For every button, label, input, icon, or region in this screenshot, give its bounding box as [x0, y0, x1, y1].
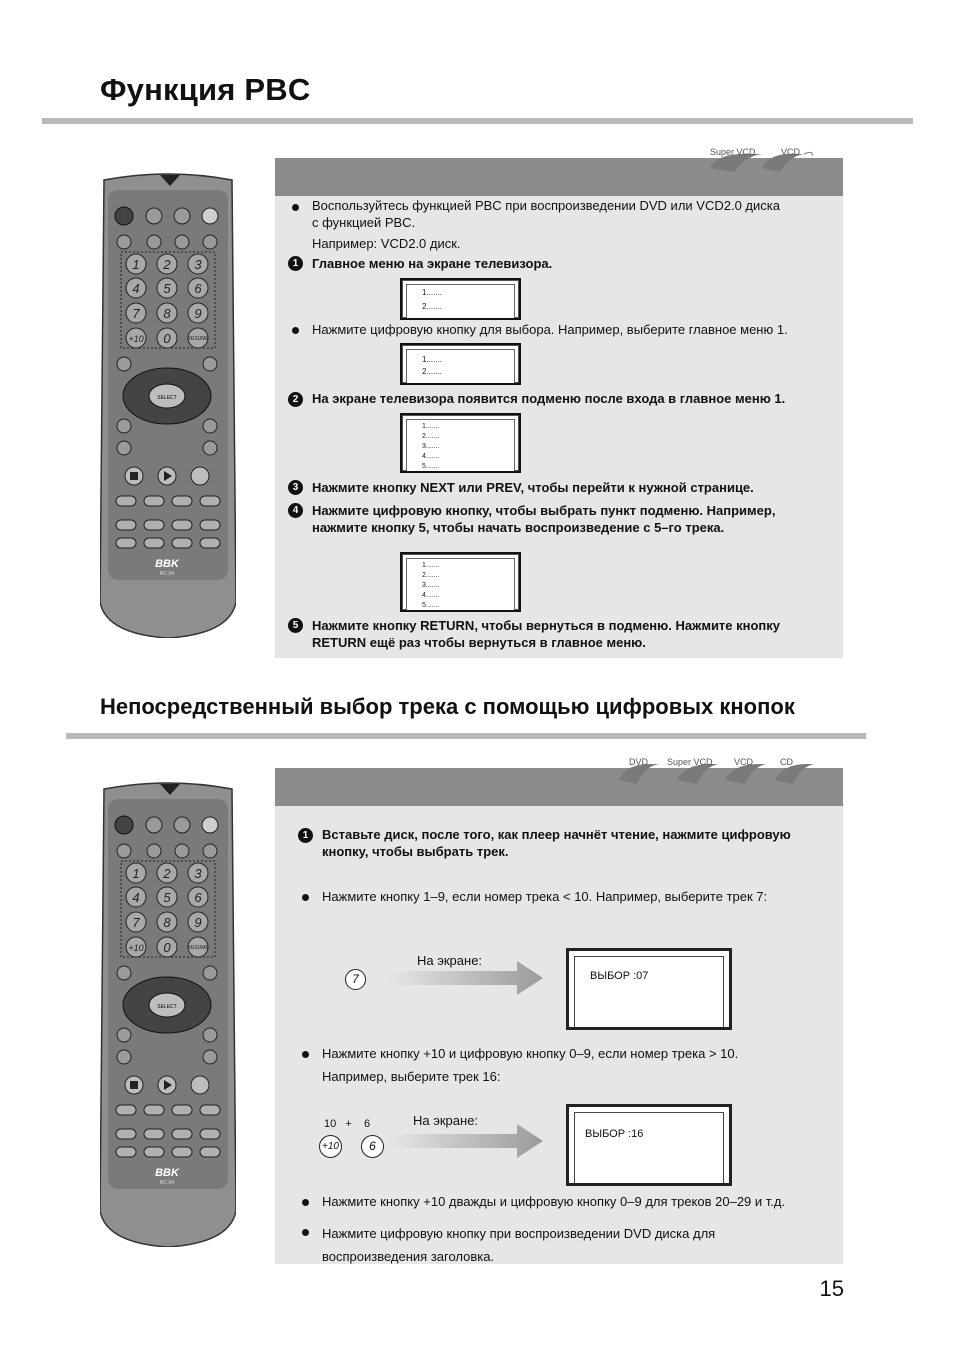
digit-7-key: 7 — [345, 969, 366, 990]
svg-text:3: 3 — [194, 866, 202, 881]
tv-screen-sub-2: 1....... 2....... 3....... 4....... 5....... — [400, 552, 521, 612]
svg-text:7: 7 — [132, 306, 140, 321]
svg-text:RC-04: RC-04 — [159, 1180, 175, 1186]
svg-text:BBK: BBK — [155, 1167, 179, 1179]
section1-title: Функция PBC — [100, 72, 311, 107]
section1-panel — [275, 158, 843, 658]
svg-text:RESUME: RESUME — [187, 336, 209, 342]
bullet-icon — [302, 894, 309, 901]
title-rule — [42, 118, 913, 124]
s2-note4: Нажмите цифровую кнопку при воспроизведении DVD диска для воспроизведения заголовка. — [322, 1226, 716, 1264]
format-super-vcd: Super VCD — [667, 757, 713, 767]
svg-text:RC-04: RC-04 — [159, 571, 175, 577]
section2-title: Непосредственный выбор трека с помощью цифровых кнопок — [100, 694, 795, 719]
format-cd: CD — [780, 757, 793, 767]
step-2-icon: 2 — [288, 392, 303, 407]
format-super-vcd: Super VCD — [710, 147, 756, 157]
step-1-icon: 1 — [298, 828, 313, 843]
s2-note3: Нажмите кнопку +10 дважды и цифровую кнопку 0–9 для треков 20–29 и т.д. — [322, 1194, 786, 1209]
svg-text:9: 9 — [194, 306, 202, 321]
tv-screen-main-selected: 1....... 2....... — [400, 343, 521, 385]
screen-text-07: ВЫБОР :07 — [590, 970, 649, 982]
plus10-key: +10 — [319, 1135, 342, 1158]
tv-screen-select-07 — [566, 948, 732, 1030]
svg-text:3: 3 — [194, 257, 202, 272]
step-5-icon: 5 — [288, 618, 303, 633]
svg-text:+10: +10 — [128, 943, 144, 953]
screen-text-16: ВЫБОР :16 — [585, 1128, 644, 1140]
svg-text:0: 0 — [163, 331, 171, 346]
s1-step5: Нажмите кнопку RETURN, чтобы вернуться в подменю. Нажмите кнопку RETURN ещё раз чтобы вернуться в главное меню. — [312, 618, 781, 650]
svg-text:5: 5 — [163, 890, 171, 905]
svg-text:0: 0 — [163, 940, 171, 955]
svg-text:4: 4 — [132, 890, 140, 905]
s1-note1: Нажмите цифровую кнопку для выбора. Например, выберите главное меню 1. — [312, 322, 788, 337]
page-number: 15 — [819, 1276, 844, 1301]
tv-screen-sub: 1....... 2....... 3....... 4....... 5....... — [400, 413, 521, 473]
bullet-icon — [292, 204, 299, 211]
tv-screen-select-16 — [566, 1104, 732, 1186]
step-3-icon: 3 — [288, 480, 303, 495]
svg-text:6: 6 — [194, 281, 202, 296]
svg-text:9: 9 — [194, 915, 202, 930]
s1-step3: Нажмите кнопку NEXT или PREV, чтобы перейти к нужной странице. — [312, 480, 754, 495]
section2-rule — [66, 733, 866, 739]
example-text: Например: VCD2.0 диск. — [312, 236, 461, 251]
svg-text:1: 1 — [132, 257, 140, 272]
svg-text:SELECT: SELECT — [157, 395, 177, 401]
format-vcd: VCD — [734, 757, 754, 767]
step-4-icon: 4 — [288, 503, 303, 518]
remote-control-1 — [100, 172, 236, 638]
svg-text:2: 2 — [163, 866, 171, 881]
svg-text:+10: +10 — [128, 334, 144, 344]
combo-label: 10 + 6 — [324, 1118, 371, 1130]
svg-text:6: 6 — [194, 890, 202, 905]
s2-step1: Вставьте диск, после того, как плеер начнёт чтение, нажмите цифровую кнопку, чтобы выбрать трек. — [322, 827, 791, 859]
bullet-icon — [302, 1051, 309, 1058]
svg-text:8: 8 — [163, 306, 171, 321]
svg-text:2: 2 — [163, 257, 171, 272]
s2-note2b: Например, выберите трек 16: — [322, 1069, 501, 1084]
svg-text:1: 1 — [132, 866, 140, 881]
arrow-right-icon — [385, 1124, 543, 1158]
s1-step2: На экране телевизора появится подменю после входа в главное меню 1. — [312, 391, 786, 406]
tv-screen-main: 1....... 2....... — [400, 278, 521, 320]
svg-text:SELECT: SELECT — [157, 1004, 177, 1010]
on-screen-label-2: На экране: — [413, 1113, 479, 1128]
bullet-icon — [292, 327, 299, 334]
svg-text:BBK: BBK — [155, 558, 179, 570]
svg-text:8: 8 — [163, 915, 171, 930]
digit-6-key: 6 — [361, 1135, 384, 1158]
s2-note2a: Нажмите кнопку +10 и цифровую кнопку 0–9, если номер трека > 10. — [322, 1046, 739, 1061]
s2-note1: Нажмите кнопку 1–9, если номер трека < 10. Например, выберите трек 7: — [322, 889, 768, 904]
arrow-right-icon — [385, 961, 543, 995]
remote-control-2 — [100, 781, 236, 1247]
svg-text:4: 4 — [132, 281, 140, 296]
svg-text:7: 7 — [132, 915, 140, 930]
s1-step1: Главное меню на экране телевизора. — [312, 256, 553, 271]
intro-text: Воспользуйтесь функцией PBC при воспроизведении DVD или VCD2.0 диска с функцией PBC. — [312, 198, 780, 230]
step-1-icon: 1 — [288, 256, 303, 271]
bullet-icon — [302, 1199, 309, 1206]
svg-text:5: 5 — [163, 281, 171, 296]
svg-text:RESUME: RESUME — [187, 945, 209, 951]
format-dvd: DVD — [629, 757, 649, 767]
format-vcd: VCD — [781, 147, 801, 157]
on-screen-label: На экране: — [417, 953, 483, 968]
s1-step4: Нажмите цифровую кнопку, чтобы выбрать пункт подменю. Например, нажмите кнопку 5, чтобы начать воспроизведение с 5–го трека. — [312, 503, 776, 535]
bullet-icon — [302, 1229, 309, 1236]
